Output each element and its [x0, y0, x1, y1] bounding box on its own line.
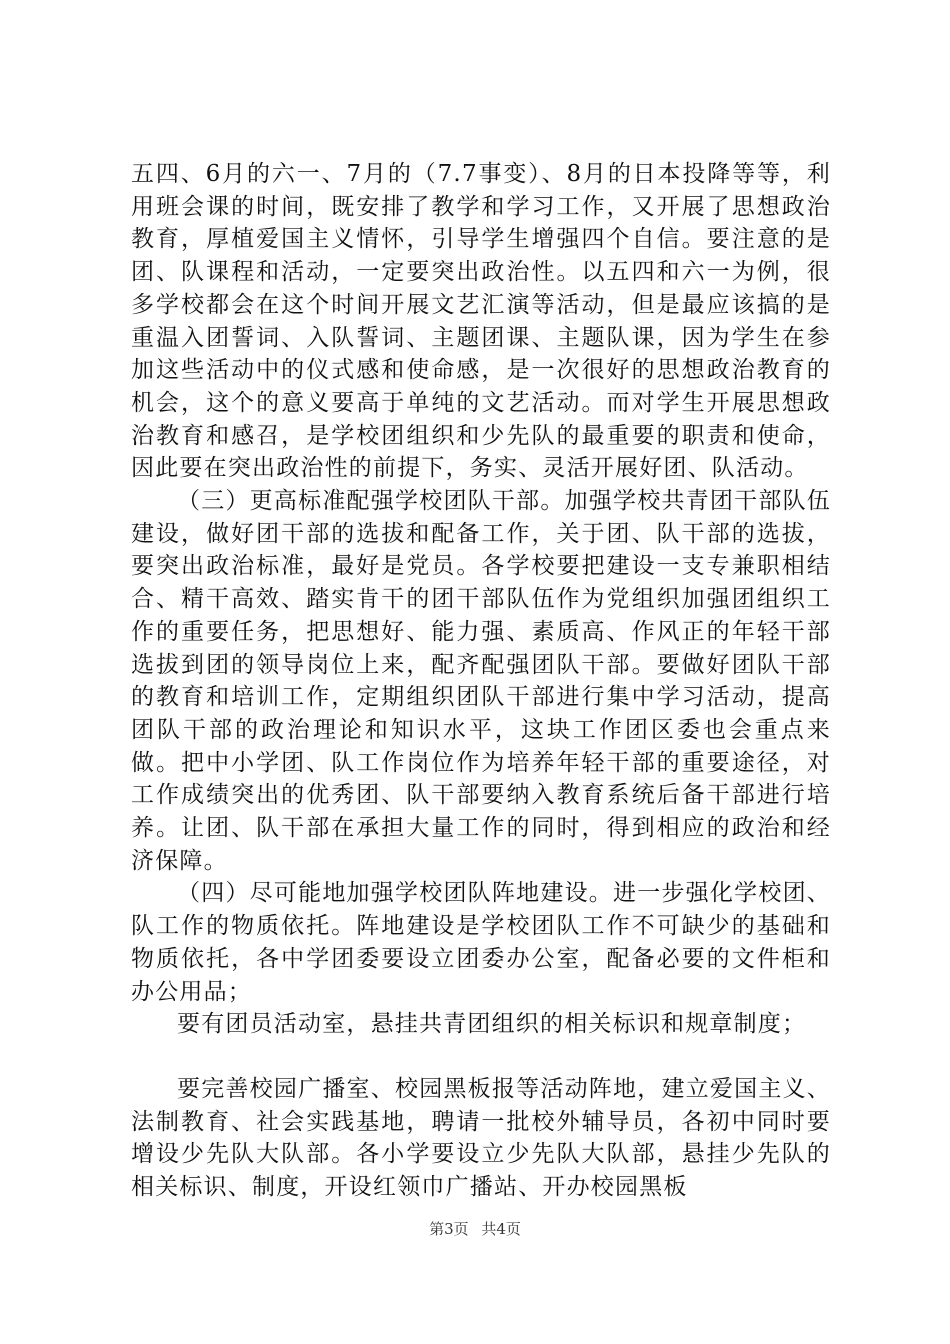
document-body [131, 158, 831, 1204]
paragraph-4: 要有团员活动室，悬挂共青团组织的相关标识和规章制度； [177, 1011, 807, 1038]
paragraph-1: 五四、6月的六一、7月的（7.7事变）、8月的日本投降等等，利用班会课的时间，既安排了教学和学习工作，又开展了思想政治教育，厚植爱国主义情怀，引导学生增强四个自信。要注意的是团、队课程和活动，一定要突出政治性。以五四和六一为例，很多学校都会在这个时间开展文艺汇演等活动，但是最应该搞的是重温入团誓词、入队誓词、主题团课、主题队课，因为学生在参加这些活动中的仪式感和使命感，是一次很好的思想政治教育的机会，这个的意义要高于单纯的文艺活动。而对学生开展思想政治教育和感召，是学校团组织和少先队的最重要的职责和使命，因此要在突出政治性的前提下，务实、灵活开展好团、队活动。 [131, 161, 831, 482]
page-number-current: 第3页 [429, 1220, 469, 1238]
paragraph-spacer [131, 1041, 831, 1073]
paragraph-2: （三）更高标准配强学校团队干部。加强学校共青团干部队伍建设，做好团干部的选拔和配备工作，关于团、队干部的选拔，要突出政治标准，最好是党员。各学校要把建设一支专兼职相结合、精干高效、踏实肯干的团干部队伍作为党组织加强团组织工作的重要任务，把思想好、能力强、素质高、作风正的年轻干部选拔到团的领导岗位上来，配齐配强团队干部。要做好团队干部的教育和培训工作，定期组织团队干部进行集中学习活动，提高团队干部的政治理论和知识水平，这块工作团区委也会重点来做。把中小学团、队工作岗位作为培养年轻干部的重要途径，对工作成绩突出的优秀团、队干部要纳入教育系统后备干部进行培养。让团、队干部在承担大量工作的同时，得到相应的政治和经济保障。 [131, 488, 831, 874]
page-number-total: 共4页 [481, 1220, 521, 1238]
paragraph-3: （四）尽可能地加强学校团队阵地建设。进一步强化学校团、队工作的物质依托。阵地建设是学校团队工作不可缺少的基础和物质依托，各中学团委要设立团委办公室，配备必要的文件柜和办公用品； [131, 880, 831, 1005]
paragraph-5: 要完善校园广播室、校园黑板报等活动阵地，建立爱国主义、法制教育、社会实践基地，聘请一批校外辅导员，各初中同时要增设少先队大队部。各小学要设立少先队大队部，悬挂少先队的相关标识、制度，开设红领巾广播站、开办校园黑板 [131, 1075, 831, 1201]
page-footer [0, 1218, 950, 1239]
